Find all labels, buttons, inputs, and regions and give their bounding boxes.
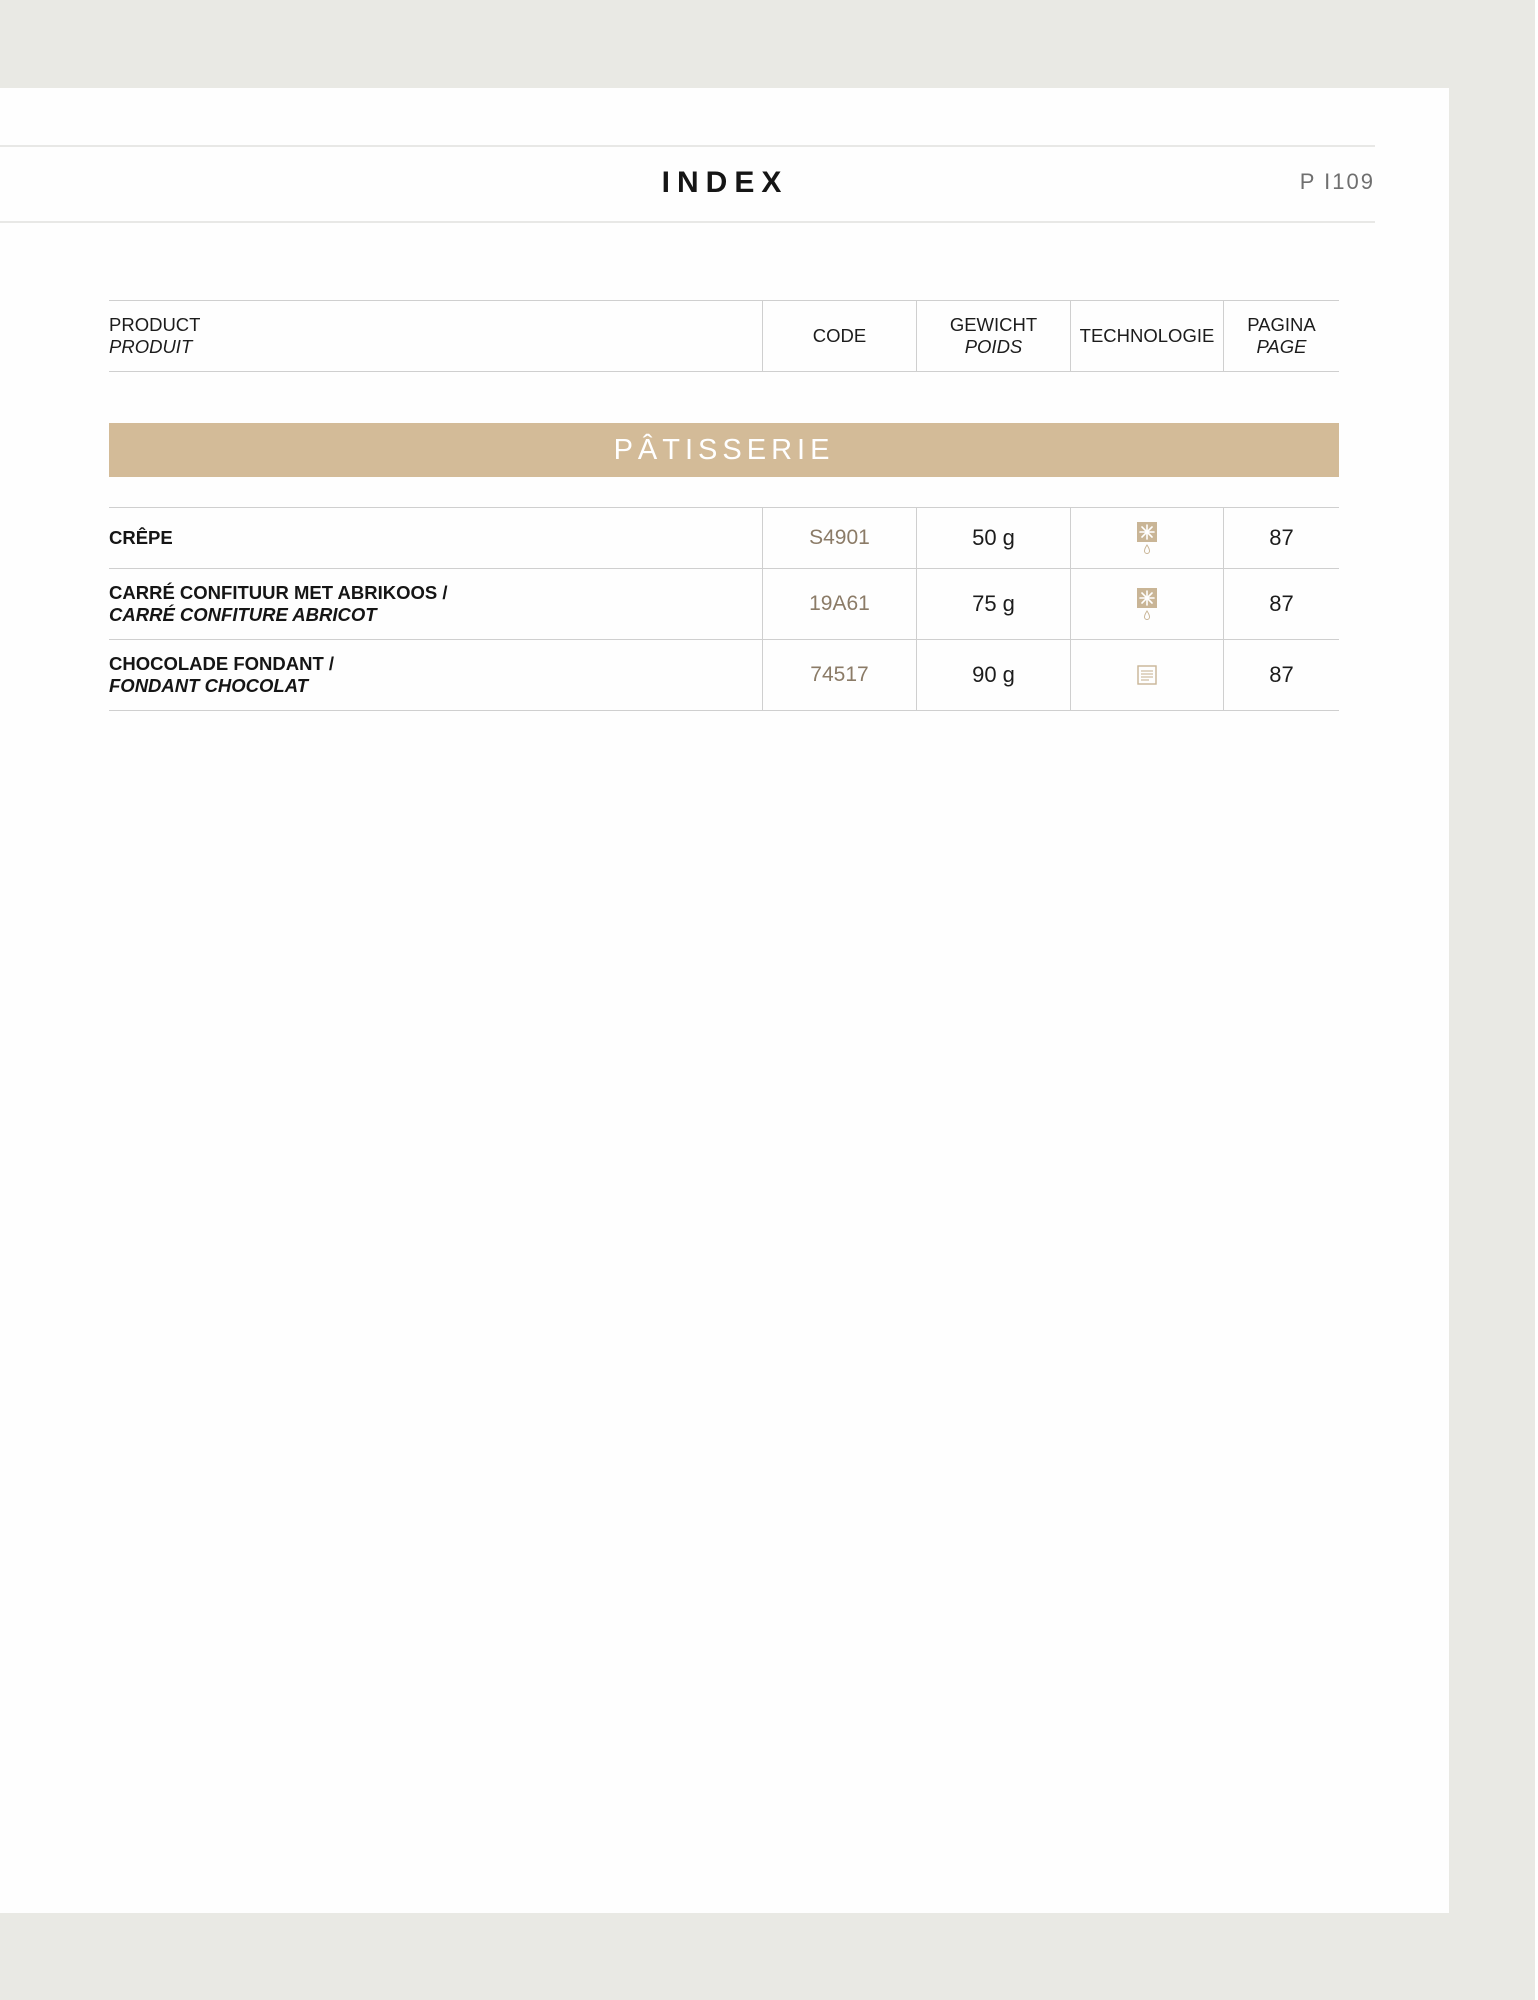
product-name-nl: CHOCOLADE FONDANT /: [109, 653, 335, 674]
header-product-fr: PRODUIT: [109, 336, 193, 357]
weight-cell: [916, 640, 1070, 710]
header-rule-bottom: [0, 221, 1375, 223]
header-product: [109, 301, 762, 371]
document-page: [0, 88, 1449, 1913]
category-banner: PÂTISSERIE: [109, 423, 1339, 477]
table-row: [109, 569, 1339, 640]
product-cell: [109, 640, 762, 710]
product-code: S4901: [809, 526, 870, 549]
page-number: P I109: [1299, 169, 1375, 194]
header-technology-label: TECHNOLOGIE: [1079, 325, 1215, 346]
product-page: 87: [1269, 525, 1294, 550]
page-cell: [1223, 640, 1339, 710]
technology-cell: [1070, 569, 1223, 639]
technology-cell: [1070, 508, 1223, 568]
code-cell: [762, 640, 916, 710]
product-name-nl: CRÊPE: [109, 527, 173, 548]
product-name-fr: CARRÉ CONFITURE ABRICOT: [109, 604, 377, 625]
code-cell: [762, 569, 916, 639]
header-weight-fr: POIDS: [964, 336, 1023, 357]
product-code: 19A61: [809, 592, 870, 615]
product-page: 87: [1269, 662, 1294, 687]
table-row: [109, 507, 1339, 569]
product-cell: [109, 508, 762, 568]
header-page: [1223, 301, 1339, 371]
weight-cell: [916, 569, 1070, 639]
instructions-sheet-icon: [1136, 664, 1158, 686]
header-page-fr: PAGE: [1256, 336, 1307, 357]
header-page-nl: PAGINA: [1247, 314, 1316, 335]
page-title: INDEX: [661, 166, 789, 199]
technology-cell: [1070, 640, 1223, 710]
header-code: [762, 301, 916, 371]
product-weight: 50 g: [972, 525, 1015, 550]
product-weight: 90 g: [972, 662, 1015, 687]
table-row: [109, 640, 1339, 711]
product-name-fr: FONDANT CHOCOLAT: [109, 675, 309, 696]
header-product-nl: PRODUCT: [109, 314, 201, 335]
product-weight: 75 g: [972, 591, 1015, 616]
header-rule-top: [0, 145, 1375, 147]
product-page: 87: [1269, 591, 1294, 616]
table-header: [109, 300, 1339, 372]
code-cell: [762, 508, 916, 568]
header-technology: [1070, 301, 1223, 371]
product-cell: [109, 569, 762, 639]
header-weight-nl: GEWICHT: [949, 314, 1038, 335]
page-cell: [1223, 569, 1339, 639]
frozen-thaw-icon: [1136, 521, 1158, 555]
header-code-label: CODE: [812, 325, 867, 346]
weight-cell: [916, 508, 1070, 568]
product-code: 74517: [810, 663, 869, 686]
product-name-nl: CARRÉ CONFITUUR MET ABRIKOOS /: [109, 582, 448, 603]
page-cell: [1223, 508, 1339, 568]
header-weight: [916, 301, 1070, 371]
frozen-thaw-icon: [1136, 587, 1158, 621]
product-table: [109, 507, 1339, 711]
